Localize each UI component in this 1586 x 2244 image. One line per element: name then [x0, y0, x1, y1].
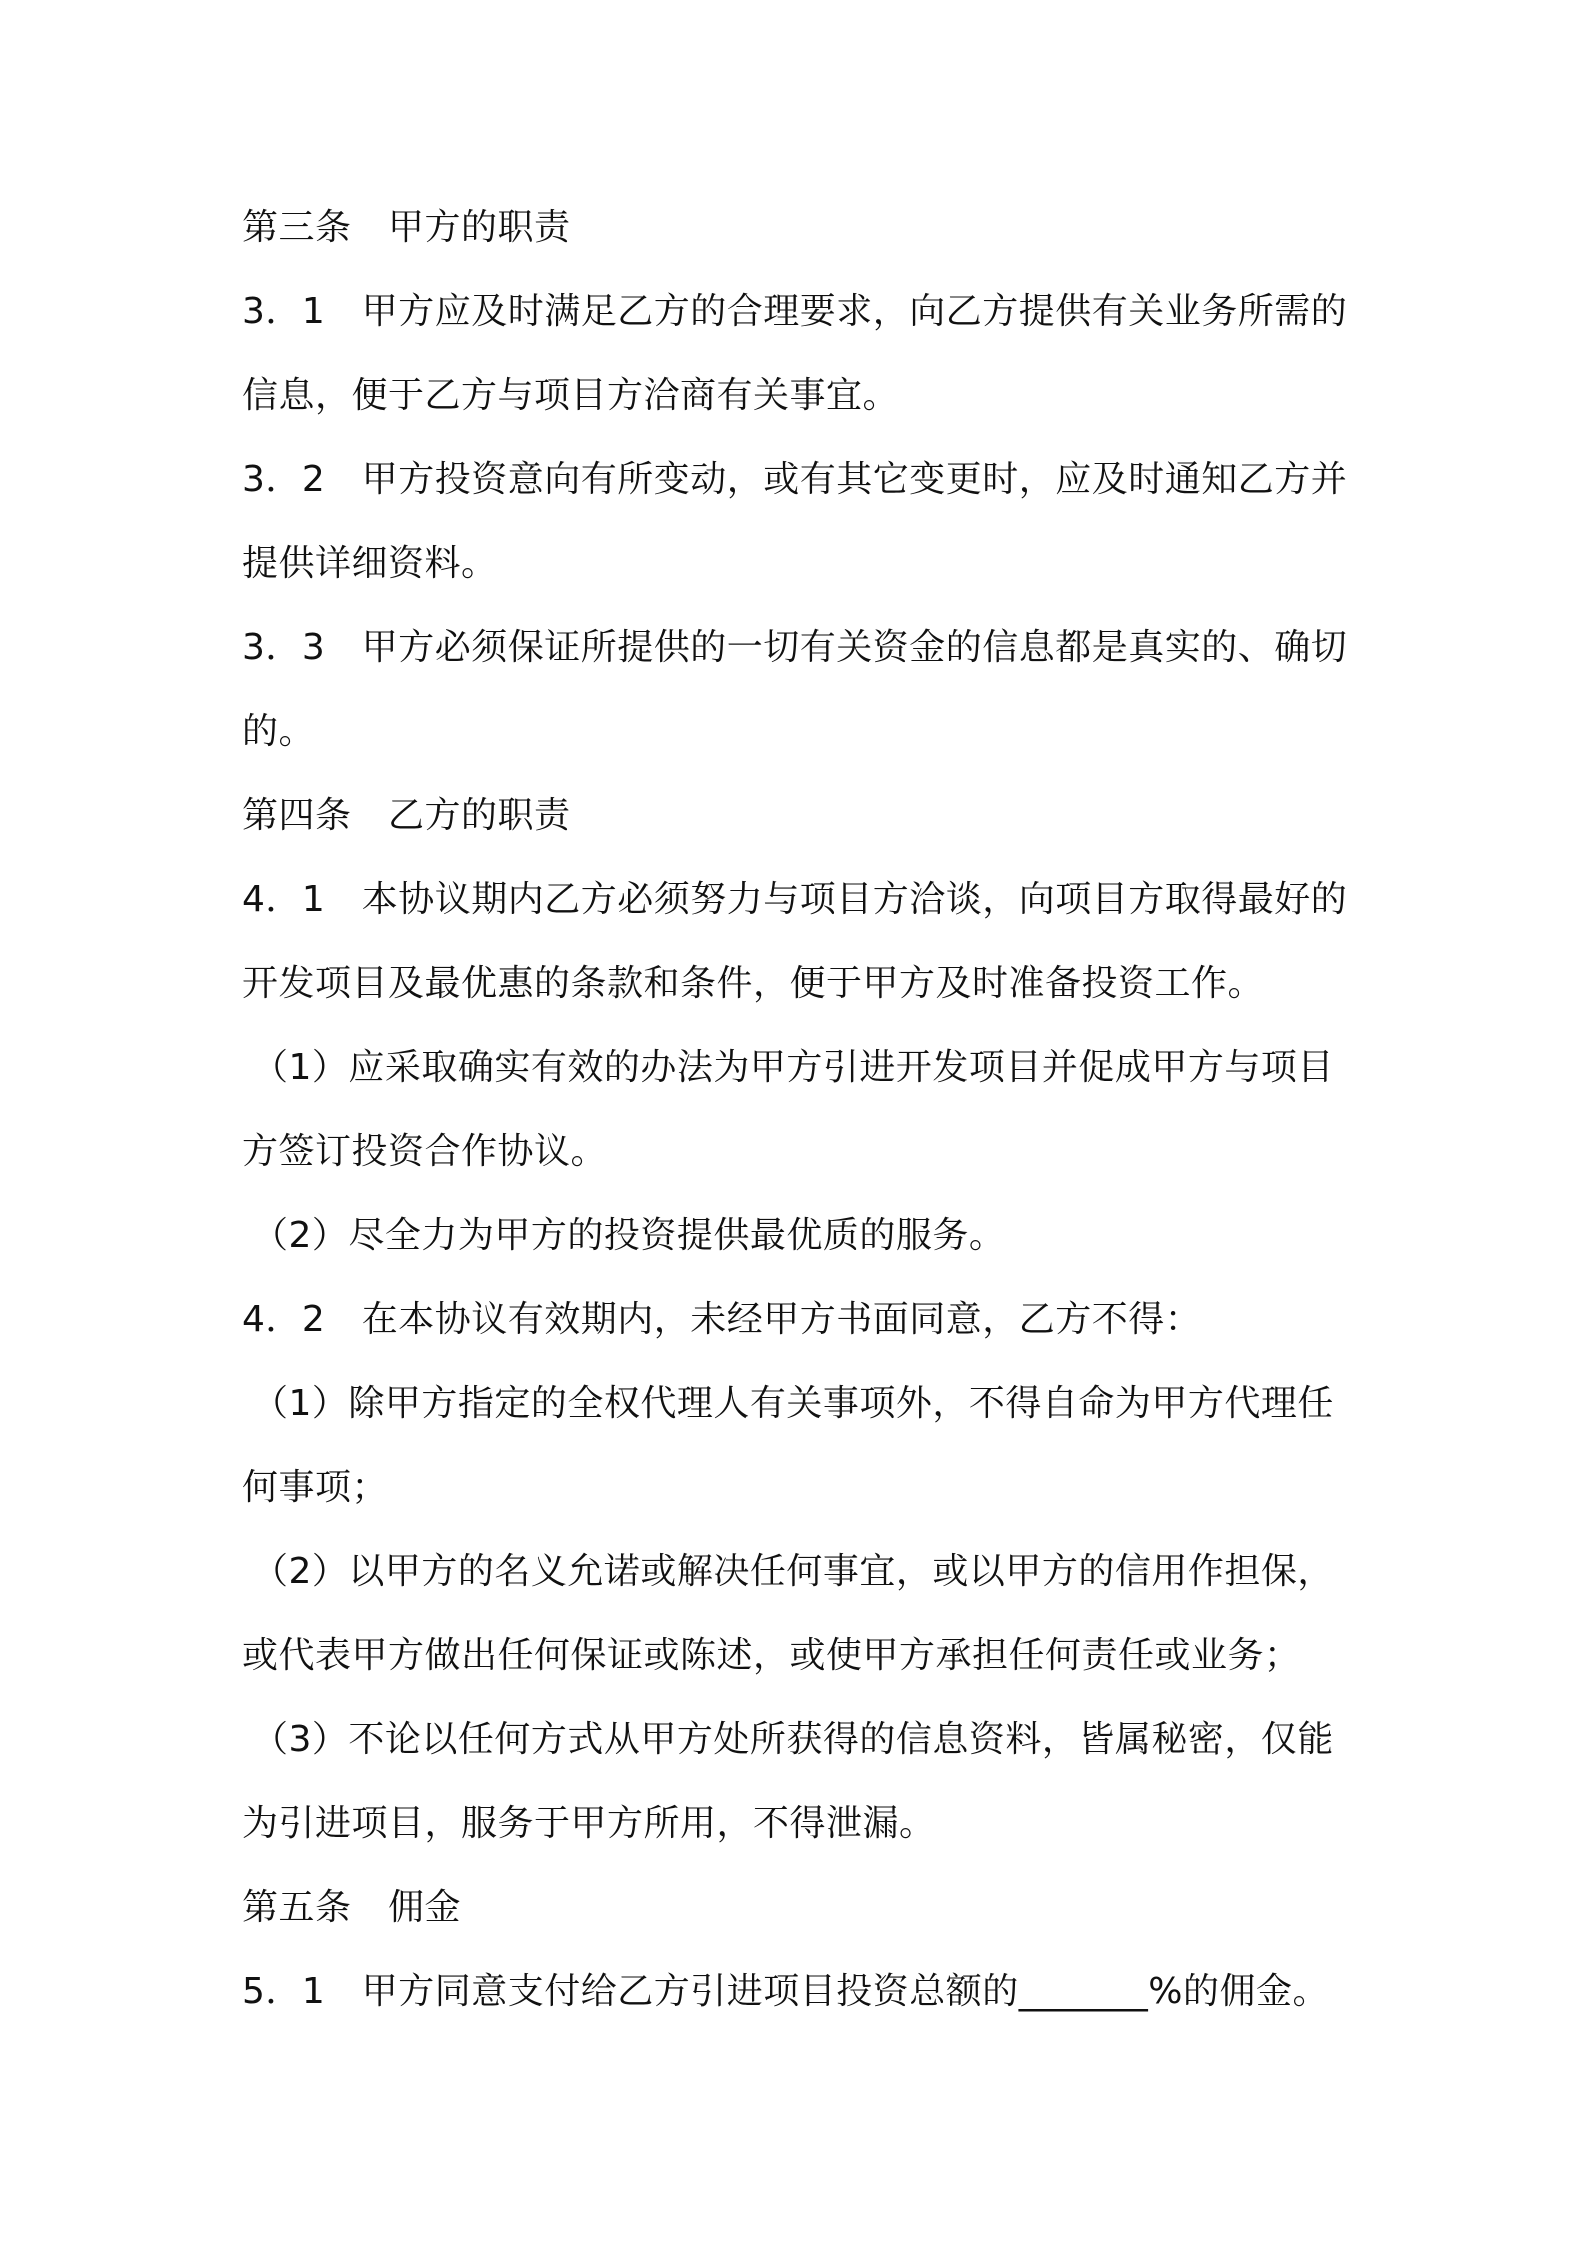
clause-5-1: 5．1 甲方同意支付给乙方引进项目投资总额的_______%的佣金。	[242, 1971, 1330, 2012]
clause-3-3-line-1: 3．3 甲方必须保证所提供的一切有关资金的信息都是真实的、确切	[242, 627, 1348, 668]
clause-4-2-heading: 4．2 在本协议有效期内，未经甲方书面同意，乙方不得：	[242, 1299, 1202, 1340]
clause-4-2-item-3-line-1: （3）不论以任何方式从甲方处所获得的信息资料，皆属秘密，仅能	[252, 1719, 1334, 1760]
clause-4-2-item-2-line-1: （2）以甲方的名义允诺或解决任何事宜，或以甲方的信用作担保，	[252, 1551, 1334, 1592]
clause-4-1-item-1-line-2: 方签订投资合作协议。	[242, 1131, 608, 1172]
clause-3-1-line-1: 3．1 甲方应及时满足乙方的合理要求，向乙方提供有关业务所需的	[242, 291, 1348, 332]
clause-3-2-line-1: 3．2 甲方投资意向有所变动，或有其它变更时，应及时通知乙方并	[242, 459, 1348, 500]
article-4-heading: 第四条 乙方的职责	[242, 795, 571, 836]
clause-4-2-item-1-line-1: （1）除甲方指定的全权代理人有关事项外，不得自命为甲方代理任	[252, 1383, 1334, 1424]
clause-3-3-line-2: 的。	[242, 711, 316, 752]
article-3-heading: 第三条 甲方的职责	[242, 207, 571, 248]
article-5-heading: 第五条 佣金	[242, 1887, 462, 1928]
clause-4-2-item-3-line-2: 为引进项目，服务于甲方所用，不得泄漏。	[242, 1803, 936, 1844]
clause-4-2-item-2-line-2: 或代表甲方做出任何保证或陈述，或使甲方承担任何责任或业务；	[242, 1635, 1301, 1676]
clause-4-1-item-2: （2）尽全力为甲方的投资提供最优质的服务。	[252, 1215, 1006, 1256]
clause-4-2-item-1-line-2: 何事项；	[242, 1467, 389, 1508]
clause-4-1-line-1: 4．1 本协议期内乙方必须努力与项目方洽谈，向项目方取得最好的	[242, 879, 1348, 920]
clause-3-2-line-2: 提供详细资料。	[242, 543, 498, 584]
clause-4-1-item-1-line-1: （1）应采取确实有效的办法为甲方引进开发项目并促成甲方与项目	[252, 1047, 1334, 1088]
clause-4-1-line-2: 开发项目及最优惠的条款和条件，便于甲方及时准备投资工作。	[242, 963, 1265, 1004]
clause-3-1-line-2: 信息，便于乙方与项目方洽商有关事宜。	[242, 375, 900, 416]
